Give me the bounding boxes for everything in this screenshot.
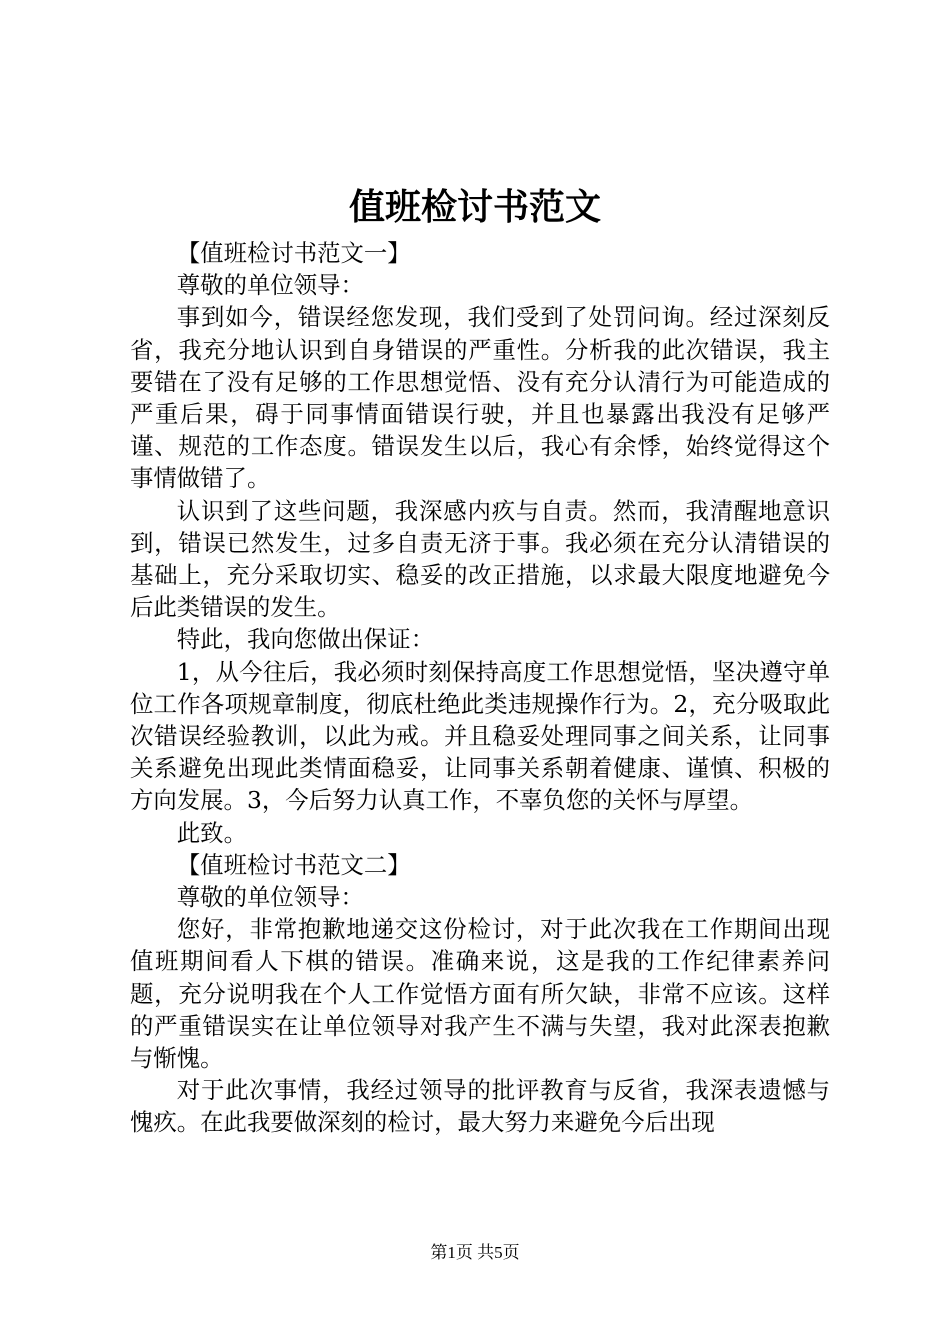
paragraph: 尊敬的单位领导：	[176, 271, 364, 300]
paragraph: 1，从今往后，我必须时刻保持高度工作思想觉悟，坚决遵守单位工作各项规章制度，彻底杜绝此类违规操作行为。2，充分吸取此次错误经验教训，以此为戒。并且稳妥处理同事之间关系，让同事关系避免出现此类情面稳妥，让同事关系朝着健康、谨慎、积极的方向发展。3，今后努力认真工作，不辜负您的关怀与厚望。	[130, 657, 830, 815]
paragraph: 事到如今，错误经您发现，我们受到了处罚问询。经过深刻反省，我充分地认识到自身错误的严重性。分析我的此次错误，我主要错在了没有足够的工作思想觉悟、没有充分认清行为可能造成的严重后果，碍于同事情面错误行驶，并且也暴露出我没有足够严谨、规范的工作态度。错误发生以后，我心有余悸，始终觉得这个事情做错了。	[130, 303, 830, 493]
paragraph: 尊敬的单位领导：	[176, 883, 364, 912]
paragraph: 特此，我向您做出保证：	[176, 625, 435, 654]
document-title: 值班检讨书范文	[348, 186, 601, 228]
section-heading: 【值班检讨书范文一】	[176, 239, 411, 267]
paragraph: 认识到了这些问题，我深感内疚与自责。然而，我清醒地意识到，错误已然发生，过多自责无济于事。我必须在充分认清错误的基础上，充分采取切实、稳妥的改正措施，以求最大限度地避免今后此类错误的发生。	[130, 496, 830, 622]
section-heading: 【值班检讨书范文二】	[176, 850, 411, 879]
paragraph: 此致。	[176, 818, 247, 847]
document-body	[130, 237, 830, 1139]
paragraph: 您好，非常抱歉地递交这份检讨，对于此次我在工作期间出现值班期间看人下棋的错误。准确来说，这是我的工作纪律素养问题，充分说明我在个人工作觉悟方面有所欠缺，非常不应该。这样的严重错误实在让单位领导对我产生不满与失望，我对此深表抱歉与惭愧。	[130, 915, 830, 1073]
paragraph: 对于此次事情，我经过领导的批评教育与反省，我深表遗憾与愧疚。在此我要做深刻的检讨，最大努力来避免今后出现	[130, 1076, 830, 1137]
page-footer: 第1页 共5页	[430, 1243, 520, 1262]
